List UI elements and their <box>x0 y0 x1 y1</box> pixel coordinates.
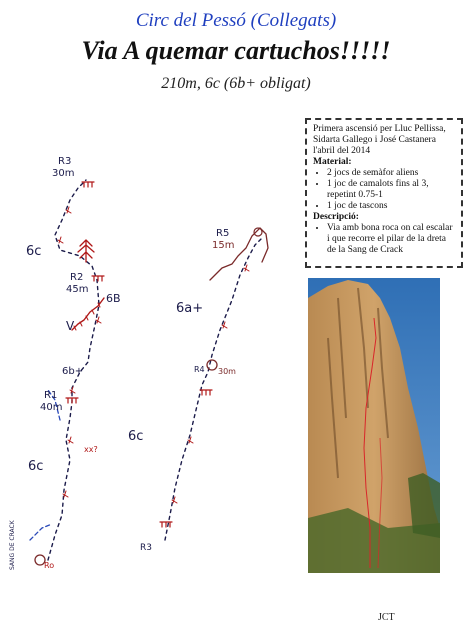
description-list <box>313 223 455 256</box>
description-label: Descripció: <box>313 212 359 222</box>
route-name: Via A quemar cartuchos!!!!! <box>81 36 391 65</box>
author-initials: JCT <box>378 612 395 623</box>
left-length-r1: 40m <box>40 402 63 413</box>
material-item: • 1 joc de camalots fins al 3, repetint 0.75-1 <box>327 179 455 201</box>
sang-de-crack-label: SANG DE CRACK <box>9 520 16 570</box>
route-topo-drawing <box>0 140 300 580</box>
right-length-r5: 15m <box>212 240 235 251</box>
left-grade-6b: 6B <box>106 292 121 305</box>
right-grade-6c: 6c <box>128 429 144 444</box>
right-relay-r3: R3 <box>140 543 152 553</box>
left-length-r3: 30m <box>52 168 75 179</box>
left-relay-r2: R2 <box>70 272 84 283</box>
left-grade-v: V <box>66 319 75 333</box>
left-start-label: Ro <box>44 561 55 570</box>
sector-title: Circ del Pessó (Collegats) <box>135 10 337 31</box>
anchor-symbols <box>66 182 212 527</box>
left-unknown-mark: xx? <box>84 445 98 454</box>
left-grade-6b-plus: 6b+ <box>62 366 84 377</box>
cliff-photo <box>308 278 440 573</box>
route-info: 210m, 6c (6b+ obligat) <box>161 75 311 92</box>
ascent-line-2: Sidarta Gallego i José Castanera <box>313 135 436 145</box>
material-label: Material: <box>313 157 352 167</box>
left-length-r2: 45m <box>66 284 89 295</box>
r4-anchor <box>207 360 217 370</box>
left-grade-6c-bottom: 6c <box>28 459 44 474</box>
route-info-box <box>305 118 463 268</box>
right-relay-r4: R4 <box>194 365 205 374</box>
right-route-line <box>165 238 262 540</box>
left-grade-6c-top: 6c <box>26 244 42 259</box>
right-grade-6a-plus: 6a+ <box>176 301 204 316</box>
right-length-r4: 30m <box>218 367 236 376</box>
material-list <box>313 168 455 212</box>
ascent-line-3: l'abril del 2014 <box>313 146 371 156</box>
ascent-line-1: Primera ascensió per Lluc Pellissa, <box>313 124 446 134</box>
material-item: • 1 joc de tascons <box>327 201 455 212</box>
material-item: • 2 jocs de semàfor aliens <box>327 168 455 179</box>
left-relay-r1: R1 <box>44 390 58 401</box>
description-text: • Via amb bona roca on cal escalar i que recorre el pilar de la dreta de la Sang de Crack <box>327 223 455 256</box>
left-relay-r3: R3 <box>58 156 72 167</box>
right-relay-r5: R5 <box>216 228 230 239</box>
tree-icon <box>78 240 94 262</box>
